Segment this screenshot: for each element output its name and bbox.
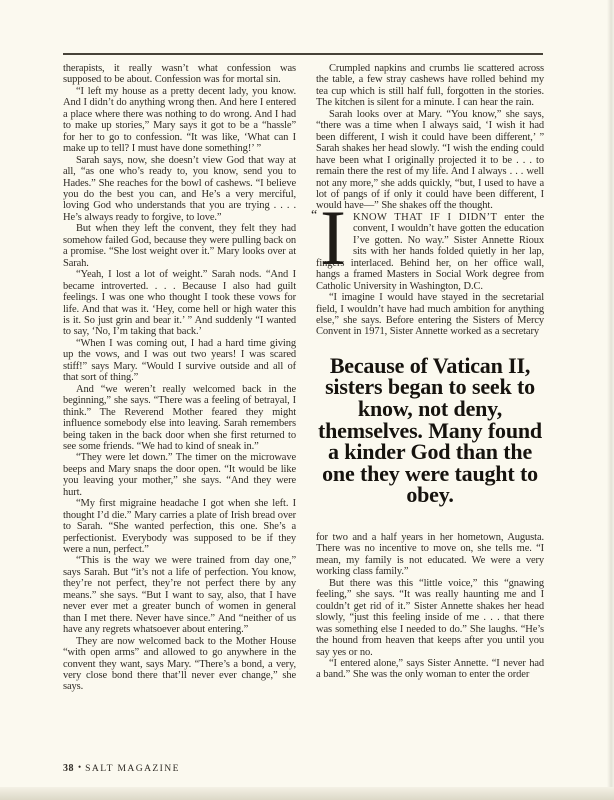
dropcap-paragraph	[311, 193, 544, 292]
paragraph: “My first migraine headache I got when she left. I thought I’d die.” Mary carries a plate of Irish bread over to Sarah. “She wanted perfection, this one. She’s a perfectionist. Everybody was supposed to be if they were a nun, perfect.”	[63, 498, 296, 556]
page-edge-shadow-bottom	[0, 787, 614, 800]
paragraph: They are now welcomed back to the Mother House “with open arms” and allowed to go anywhere in the convent they want, says Mary. “There’s a bond, a very, very close bond there that’ll never ever change,” she says.	[63, 635, 296, 693]
pull-quote: Because of Vatican II, sisters began to seek to know, not deny, themselves. Many found a kinder God than the one they were taught to obey.	[318, 352, 542, 508]
paragraph: Crumpled napkins and crumbs lie scattered across the table, a few stray cashews have rolled behind my tea cup which is still half full, forgotten in the stories. The kitchen is silent for a minute. I can hear the rain.	[316, 63, 544, 109]
drop-cap	[311, 193, 353, 281]
paragraph: “Yeah, I lost a lot of weight.” Sarah nods. “And I became introverted. . . . Because I also had guilt feelings. I was one who thought I took these vows for life. And that was it. ‘Hey, come hell or high water this is it. So just grin and bear it.’ ” And suddenly “I wanted to say, ‘No, I’m taking that back.’	[63, 269, 296, 338]
magazine-title: SALT MAGAZINE	[85, 763, 180, 774]
paragraph: therapists, it really wasn’t what confession was supposed to be about. Confession was for mortal sin.	[63, 63, 296, 86]
paragraph: “They were let down.” The timer on the microwave beeps and Mary snaps the door open. “It would be like you leaving your mother,” she says. “And they were hurt.	[63, 452, 296, 498]
paragraph: “I imagine I would have stayed in the secretarial field, I wouldn’t have had much ambition for anything else,” she says. Before entering the Sisters of Mercy Convent in 1971, Sister Annette worked as a secretary	[316, 292, 544, 338]
paragraph: “I entered alone,” says Sister Annette. “I never had a band.” She was the only woman to enter the order	[316, 658, 544, 681]
page-edge-shadow-right	[607, 0, 614, 800]
paragraph: And “we weren’t really welcomed back in the beginning,” she says. “There was a feeling of betrayal, I think.” The Reverend Mother feared they might influence somebody else into leaving. Sarah remembers being taken in the back door when she first returned to see some friends. “We had to kind of sneak in.”	[63, 383, 296, 452]
paragraph: But when they left the convent, they felt they had somehow failed God, because they were pulling back on a promise. “She lost weight over it.” Mary looks over at Sarah.	[63, 223, 296, 269]
lead-in-caps: KNOW THAT IF I DIDN’T	[353, 211, 498, 223]
paragraph: “When I was coming out, I had a hard time giving up the vows, and I was out two years! I was scared stiff!” says Mary. “Would I survive outside and all of that sort of thing.”	[63, 337, 296, 384]
page-number: 38	[63, 763, 74, 774]
left-text-column	[63, 63, 296, 760]
right-text-column	[311, 63, 544, 763]
page-footer	[63, 762, 180, 774]
paragraph: for two and a half years in her hometown, Augusta. There was no incentive to move on, she tells me. “I mean, my family is not educated. We were a very working class family.”	[316, 532, 544, 578]
paragraph: Sarah says, now, she doesn’t view God that way at all, “as one who’s ready to, you know, send you to Hades.” She reaches for the bowl of cashews. “I believe you do the best you can, and He’s a very merciful, loving God who understands that you are trying . . . . He’s always ready to forgive, to love.”	[63, 154, 296, 223]
dropcap-paragraph-body: enter the convent, I wouldn’t have gotten the education I’ve gotten. No way.” Sister Annette Rioux sits with her hands folded quietly in her lap, fingers interlaced. Behind her, on her office wall, hangs a framed Masters in Social Work degree from Catholic University in Washington, D.C.	[316, 211, 544, 292]
paragraph: “This is the way we were trained from day one,” says Sarah. But “it’s not a life of perfection. You know, they’re not perfect, they’re not perfect there by any means.” she says. “But I want to say, also, that I have never ever met a greater bunch of women in general than I met there. Never have since.” And “neither of us have any regrets whatsoever about entering.”	[63, 555, 296, 636]
open-quote-mark: “	[311, 207, 318, 223]
column-top-rule	[63, 53, 543, 55]
footer-bullet: •	[78, 762, 82, 772]
drop-cap-letter: I	[320, 193, 346, 281]
paragraph: Sarah looks over at Mary. “You know,” she says, “there was a time when I always said, ‘I wish it had been different, I wish it could have been different,’ ” Sarah shakes her head slowly. “I wish the ending could have been what I originally projected it to be . . . to remain there the rest of my life. And I always . . . well not any more,” she adds quickly, “but, I used to have a lot of pangs of if only it could have been different, I would have—” She shakes off the thought.	[316, 108, 544, 212]
paragraph: “I left my house as a pretty decent lady, you know. And I didn’t do anything wrong then. And here I entered a place where there was nothing to do wrong. And I had to make up stories,” Mary says it got to be a “hassle” for her to go to confession. “It was like, ‘What can I make up to tell? I must have done something!’ ”	[63, 85, 296, 155]
paragraph: But there was this “little voice,” this “gnawing feeling,” she says. “It was really haunting me and I couldn’t get rid of it.” Sister Annette shakes her head slowly, “just this feeling inside of me . . . that there was something else I needed to do.” She laughs. “He’s the hound from heaven that keeps after you until you say yes or no.	[316, 577, 544, 658]
